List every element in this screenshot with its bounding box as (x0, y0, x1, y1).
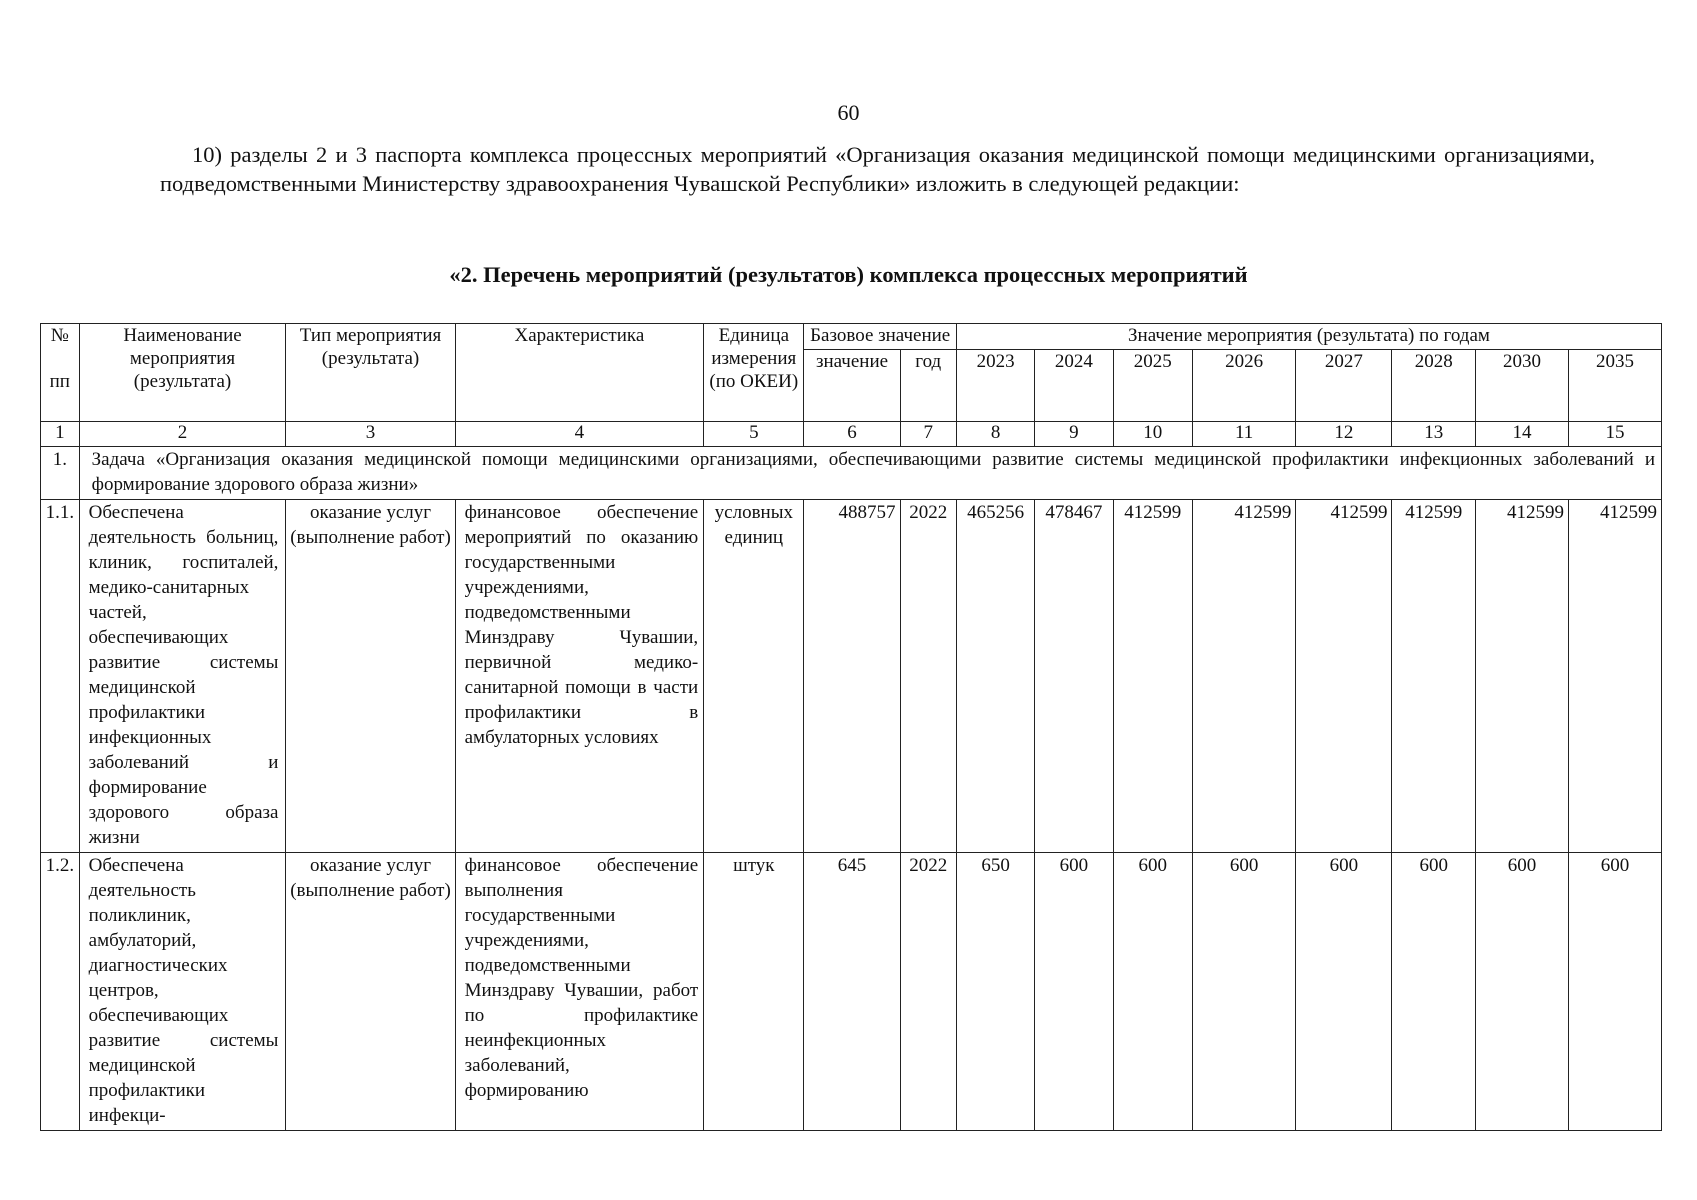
header-characteristic: Характеристика (455, 324, 704, 422)
column-number: 3 (286, 422, 455, 447)
header-base-value-year: год (900, 350, 956, 422)
header-base-value-value: значение (804, 350, 900, 422)
column-number: 6 (804, 422, 900, 447)
column-number: 4 (455, 422, 704, 447)
header-year: 2030 (1475, 350, 1568, 422)
section-title: «2. Перечень мероприятий (результатов) комплекса процессных мероприятий (449, 262, 1248, 287)
year-value: 600 (1392, 853, 1476, 1131)
base-year: 2022 (900, 500, 956, 853)
header-year: 2025 (1113, 350, 1192, 422)
year-value: 478467 (1035, 500, 1113, 853)
row-number: 1.2. (41, 853, 80, 1131)
base-year: 2022 (900, 853, 956, 1131)
header-year: 2023 (956, 350, 1034, 422)
measure-type: оказание услуг (выполнение работ) (286, 853, 455, 1131)
column-number: 11 (1192, 422, 1295, 447)
measure-name: Обеспечена деятельность поликлиник, амбулаторий, диагностических центров, обеспечивающих развитие системы медицинской профилактики инфекци- (79, 853, 286, 1131)
measure-unit: условных единиц (704, 500, 804, 853)
year-value: 600 (1475, 853, 1568, 1131)
measure-characteristic: финансовое обеспечение мероприятий по оказанию государственными учреждениями, подведомственными Минздраву Чувашии, первичной медико-санитарной помощи в части профилактики в амбулаторных условиях (455, 500, 704, 853)
header-number-symbol: № (50, 325, 69, 346)
table-body (41, 422, 1662, 1131)
header-base-value: Базовое значение (804, 324, 956, 350)
header-unit: Единица измерения (по ОКЕИ) (704, 324, 804, 422)
intro-paragraph: 10) разделы 2 и 3 паспорта комплекса процессных мероприятий «Организация оказания медицинской помощи медицинскими организациями, подведомственными Министерству здравоохранения Чувашской Республики» изложить в следующей редакции: (160, 142, 1595, 196)
table-header (41, 324, 1662, 422)
column-number: 8 (956, 422, 1034, 447)
year-value: 600 (1113, 853, 1192, 1131)
table-row (41, 500, 1662, 853)
column-number: 12 (1296, 422, 1392, 447)
year-value: 465256 (956, 500, 1034, 853)
header-year: 2026 (1192, 350, 1295, 422)
header-year: 2024 (1035, 350, 1113, 422)
column-number: 1 (41, 422, 80, 447)
column-number: 2 (79, 422, 286, 447)
measure-unit: штук (704, 853, 804, 1131)
header-number-pp: пп (49, 371, 70, 392)
year-value: 600 (1035, 853, 1113, 1131)
year-value: 650 (956, 853, 1034, 1131)
header-year: 2028 (1392, 350, 1476, 422)
year-value: 412599 (1296, 500, 1392, 853)
measures-table (40, 323, 1662, 1131)
header-number (41, 324, 80, 422)
header-year: 2027 (1296, 350, 1392, 422)
column-number: 5 (704, 422, 804, 447)
base-value: 488757 (804, 500, 900, 853)
table-row (41, 853, 1662, 1131)
year-value: 412599 (1475, 500, 1568, 853)
row-number: 1.1. (41, 500, 80, 853)
column-number: 14 (1475, 422, 1568, 447)
year-value: 412599 (1113, 500, 1192, 853)
measure-characteristic: финансовое обеспечение выполнения государственными учреждениями, подведомственными Минздраву Чувашии, работ по профилактике неинфекционных заболеваний, формированию (455, 853, 704, 1131)
column-number: 7 (900, 422, 956, 447)
column-number: 10 (1113, 422, 1192, 447)
column-number: 9 (1035, 422, 1113, 447)
header-year: 2035 (1568, 350, 1661, 422)
year-value: 600 (1568, 853, 1661, 1131)
column-number: 13 (1392, 422, 1476, 447)
column-number-row (41, 422, 1662, 447)
header-yearly-values: Значение мероприятия (результата) по годам (956, 324, 1661, 350)
header-name: Наименование мероприятия (результата) (79, 324, 286, 422)
task-number: 1. (41, 447, 80, 500)
measure-name: Обеспечена деятельность больниц, клиник, госпиталей, медико-санитарных частей, обеспечивающих развитие системы медицинской профилактики инфекционных заболеваний и формирование здорового образа жизни (79, 500, 286, 853)
header-type: Тип мероприятия (результата) (286, 324, 455, 422)
task-row (41, 447, 1662, 500)
year-value: 600 (1296, 853, 1392, 1131)
task-description: Задача «Организация оказания медицинской помощи медицинскими организациями, обеспечивающими развитие системы медицинской профилактики инфекционных заболеваний и формирование здорового образа жизни» (79, 447, 1661, 500)
base-value: 645 (804, 853, 900, 1131)
column-number: 15 (1568, 422, 1661, 447)
measure-type: оказание услуг (выполнение работ) (286, 500, 455, 853)
year-value: 600 (1192, 853, 1295, 1131)
page-number: 60 (837, 100, 860, 125)
year-value: 412599 (1568, 500, 1661, 853)
year-value: 412599 (1192, 500, 1295, 853)
year-value: 412599 (1392, 500, 1476, 853)
